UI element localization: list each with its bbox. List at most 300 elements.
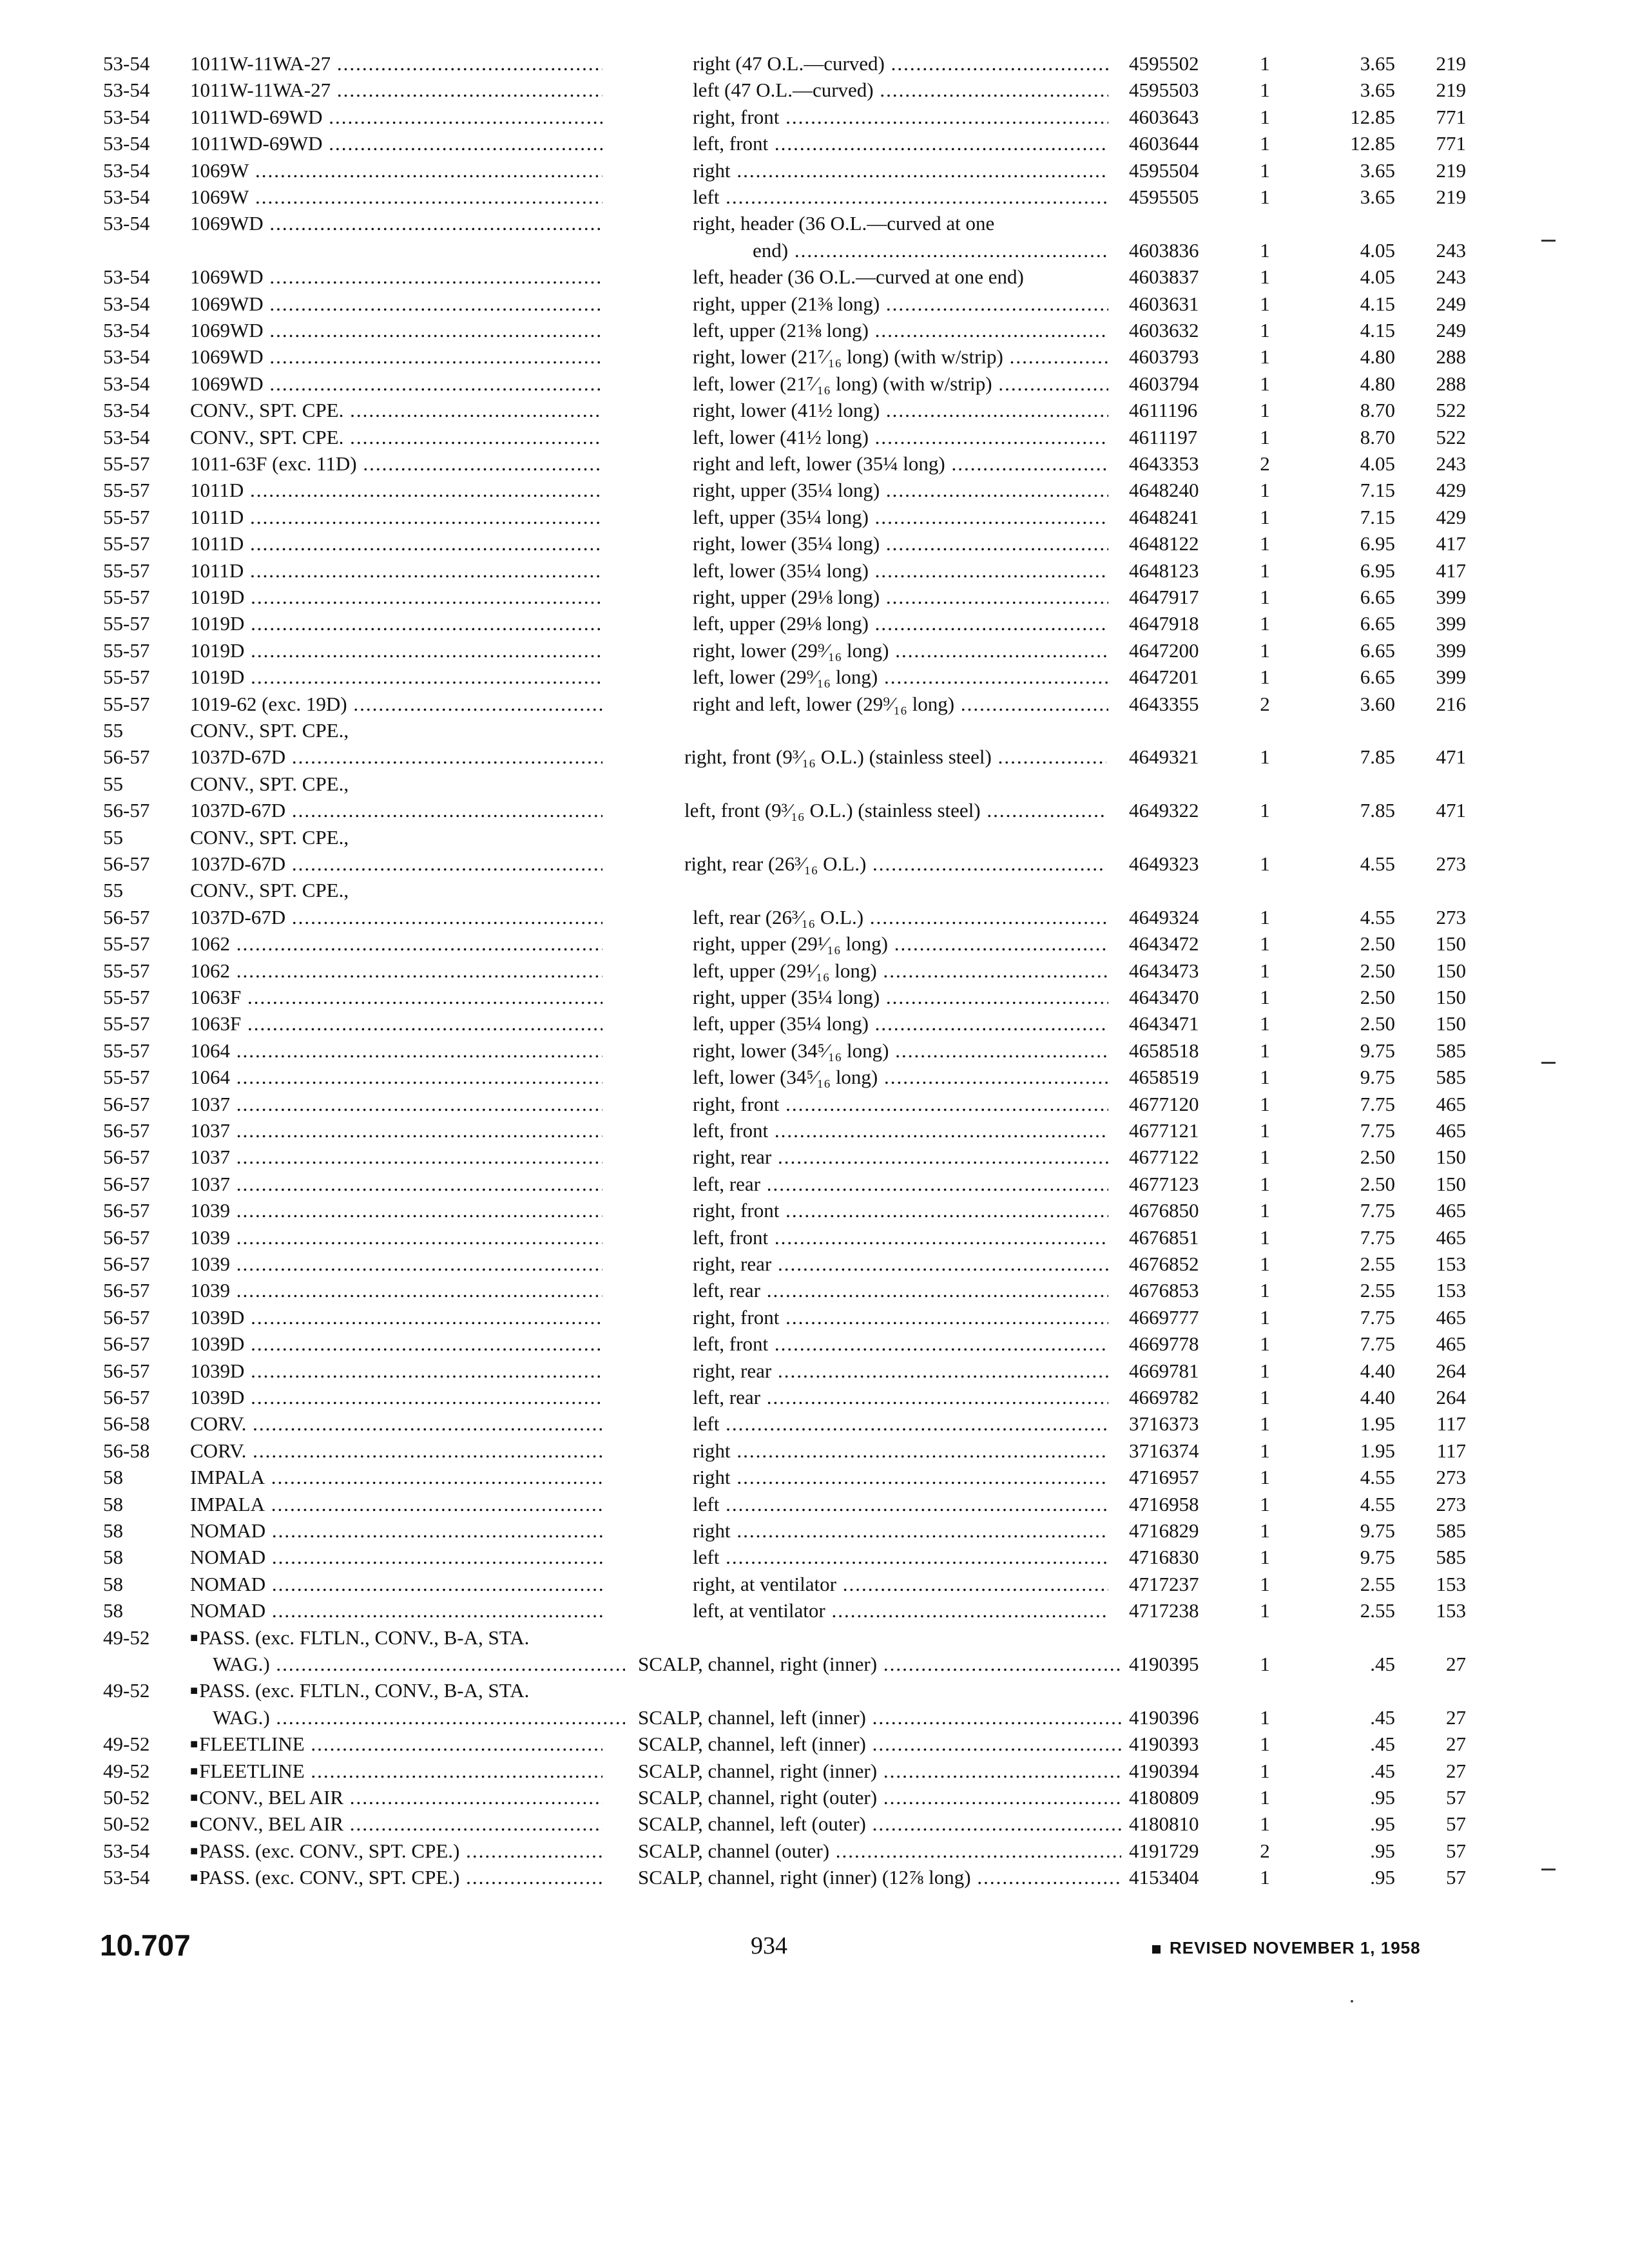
revision-bullet-icon: ■ (190, 1791, 198, 1805)
model-text: NOMAD ..... (190, 1519, 602, 1542)
part-number-cell: 4190396 (1129, 1706, 1199, 1729)
model-text: 1063F ..... (190, 986, 602, 1008)
price-cell: .95 (1370, 1839, 1395, 1862)
part-number-cell: 4676852 (1129, 1253, 1199, 1275)
price-cell: 2.55 (1360, 1572, 1395, 1595)
description-cell: SCALP, channel, right (outer) ..... (638, 1784, 1121, 1811)
year-cell: 56-57 (103, 1225, 150, 1249)
quantity-cell: 1 (1260, 186, 1270, 208)
year-cell: 55-57 (103, 479, 150, 502)
price-cell: 2.50 (1360, 1012, 1395, 1035)
price-code-cell: 249 (1436, 319, 1466, 341)
description-cell: right, upper (21⅜ long) ..... (693, 291, 1108, 318)
price-code-cell: 399 (1436, 639, 1466, 662)
year-cell: 55-57 (103, 666, 150, 689)
part-number-cell: 4603644 (1129, 132, 1199, 155)
part-number-cell: 4676851 (1129, 1225, 1199, 1249)
table-row (0, 504, 1629, 531)
description-cell: right (47 O.L.—curved) ..... (693, 50, 1108, 77)
table-row (0, 1304, 1629, 1331)
model-cell (190, 824, 602, 851)
price-code-cell: 243 (1436, 265, 1466, 289)
year-cell: 55-57 (103, 612, 150, 635)
table-row (0, 1571, 1629, 1598)
price-code-cell: 429 (1436, 479, 1466, 502)
part-number-cell: 4647201 (1129, 666, 1199, 689)
part-number-cell: 4643473 (1129, 959, 1199, 982)
price-code-cell: 465 (1436, 1332, 1466, 1356)
price-cell: 4.15 (1360, 292, 1395, 315)
price-cell: 8.70 (1360, 399, 1395, 422)
year-cell: 56-58 (103, 1439, 150, 1462)
table-row (0, 1677, 1629, 1704)
price-code-cell: 288 (1436, 372, 1466, 395)
price-cell: 1.95 (1360, 1439, 1395, 1462)
description-cell: left, rear ..... (693, 1171, 1108, 1198)
price-code-cell: 150 (1436, 1172, 1466, 1195)
description-cell: SCALP, channel (outer) ..... (638, 1838, 1121, 1865)
price-cell: .45 (1370, 1759, 1395, 1782)
quantity-cell: 2 (1260, 1839, 1270, 1862)
model-cell (190, 984, 602, 1011)
table-row (0, 1197, 1629, 1224)
price-cell: 6.95 (1360, 559, 1395, 582)
part-number-cell: 4649322 (1129, 799, 1199, 822)
description-cell: end) ..... (753, 237, 1107, 264)
part-number-cell: 4677122 (1129, 1146, 1199, 1169)
table-row (0, 1544, 1629, 1571)
model-text: NOMAD ..... (190, 1599, 602, 1622)
model-cell (190, 1037, 602, 1064)
model-cell (190, 797, 602, 824)
description-cell: left, rear (26³⁄₁₆ O.L.) ..... (693, 904, 1108, 931)
model-cell (190, 1410, 602, 1437)
price-code-cell: 150 (1436, 932, 1466, 956)
table-row (0, 850, 1629, 878)
price-code-cell: 57 (1446, 1786, 1466, 1809)
table-row (0, 797, 1629, 824)
quantity-cell: 1 (1260, 1066, 1270, 1089)
year-cell: 53-54 (103, 1839, 150, 1862)
model-text: CONV., SPT. CPE., (190, 719, 349, 742)
model-text: 1037D-67D ..... (190, 852, 602, 875)
table-row (0, 530, 1629, 557)
price-code-cell: 27 (1446, 1706, 1466, 1729)
price-code-cell: 522 (1436, 399, 1466, 422)
table-row (0, 237, 1629, 264)
quantity-cell: 2 (1260, 692, 1270, 715)
table-row (0, 771, 1629, 798)
model-cell (190, 744, 602, 771)
table-row (0, 1331, 1629, 1358)
description-cell: left, upper (29¹⁄₁₆ long) ..... (693, 957, 1108, 985)
price-cell: 3.65 (1360, 52, 1395, 75)
price-code-cell: 465 (1436, 1092, 1466, 1115)
part-number-cell: 4595503 (1129, 79, 1199, 102)
quantity-cell: 1 (1260, 1386, 1270, 1408)
table-row (0, 317, 1629, 344)
table-row (0, 1864, 1629, 1891)
year-cell: 53-54 (103, 265, 150, 289)
part-number-cell: 4716958 (1129, 1492, 1199, 1515)
model-cell (190, 477, 602, 504)
part-number-cell: 4603837 (1129, 265, 1199, 289)
model-text: 1019D ..... (190, 586, 602, 608)
year-cell: 56-57 (103, 1119, 150, 1142)
part-number-cell: 4643470 (1129, 986, 1199, 1008)
table-row (0, 343, 1629, 370)
model-text: 1011WD-69WD ..... (190, 132, 602, 155)
model-text: CONV., SPT. CPE., (190, 772, 349, 795)
quantity-cell: 1 (1260, 1759, 1270, 1782)
model-cell (190, 1758, 602, 1785)
part-number-cell: 4669777 (1129, 1305, 1199, 1329)
year-cell: 55-57 (103, 932, 150, 956)
description-cell: SCALP, channel, left (outer) ..... (638, 1811, 1121, 1838)
price-cell: 2.50 (1360, 932, 1395, 956)
price-cell: 3.65 (1360, 186, 1395, 208)
model-text: 1037 ..... (190, 1173, 602, 1195)
description-cell: left, front ..... (693, 1331, 1108, 1358)
description-cell: right ..... (693, 1464, 1108, 1491)
year-cell: 55-57 (103, 1012, 150, 1035)
price-cell: 4.55 (1360, 852, 1395, 875)
part-number-cell: 4648123 (1129, 559, 1199, 582)
year-cell: 58 (103, 1492, 123, 1515)
margin-mark (1541, 1062, 1556, 1064)
part-number-cell: 3716374 (1129, 1439, 1199, 1462)
year-cell: 49-52 (103, 1733, 150, 1756)
year-cell: 53-54 (103, 186, 150, 208)
description-cell: right, at ventilator ..... (693, 1571, 1108, 1598)
quantity-cell: 1 (1260, 505, 1270, 528)
table-row (0, 610, 1629, 637)
description-cell: right ..... (693, 1437, 1108, 1465)
price-cell: 4.40 (1360, 1386, 1395, 1408)
table-row (0, 877, 1629, 904)
model-text: 1069W ..... (190, 186, 602, 208)
table-row (0, 104, 1629, 131)
description-cell: right, rear (26³⁄₁₆ O.L.) ..... (684, 850, 1106, 878)
quantity-cell: 1 (1260, 1279, 1270, 1302)
price-code-cell: 273 (1436, 1466, 1466, 1489)
model-text: 1069WD ..... (190, 372, 602, 395)
model-text: CONV., SPT. CPE., (190, 825, 349, 849)
year-cell: 50-52 (103, 1786, 150, 1809)
model-cell (190, 1091, 602, 1118)
quantity-cell: 1 (1260, 1733, 1270, 1756)
price-code-cell: 771 (1436, 105, 1466, 128)
price-code-cell: 522 (1436, 425, 1466, 448)
model-cell (190, 637, 602, 664)
table-row (0, 157, 1629, 184)
table-row (0, 1144, 1629, 1171)
price-code-cell: 264 (1436, 1359, 1466, 1382)
price-cell: 2.55 (1360, 1279, 1395, 1302)
table-row (0, 957, 1629, 985)
year-cell: 55-57 (103, 639, 150, 662)
quantity-cell: 1 (1260, 265, 1270, 289)
price-cell: 2.50 (1360, 1146, 1395, 1169)
model-text: PASS. (exc. FLTLN., CONV., B-A, STA. (199, 1679, 530, 1702)
price-code-cell: 243 (1436, 452, 1466, 475)
year-cell: 56-57 (103, 1359, 150, 1382)
description-cell: left, front (9³⁄₁₆ O.L.) (stainless steel) ..... (684, 797, 1106, 824)
model-cell (190, 930, 602, 957)
price-cell: .45 (1370, 1733, 1395, 1756)
part-number-cell: 4603643 (1129, 105, 1199, 128)
price-code-cell: 585 (1436, 1546, 1466, 1569)
scan-speck (1351, 2000, 1353, 2003)
price-code-cell: 150 (1436, 1012, 1466, 1035)
part-number-cell: 4647918 (1129, 612, 1199, 635)
description-cell: right, lower (34⁵⁄₁₆ long) ..... (693, 1037, 1108, 1064)
year-cell: 49-52 (103, 1679, 150, 1702)
year-cell: 53-54 (103, 319, 150, 341)
revision-bullet-icon: ■ (190, 1737, 198, 1752)
model-text: 1037 ..... (190, 1119, 602, 1142)
price-code-cell: 153 (1436, 1279, 1466, 1302)
part-number-cell: 4190393 (1129, 1733, 1199, 1756)
year-cell: 55 (103, 719, 123, 742)
model-text: CONV., SPT. CPE. ..... (190, 426, 602, 448)
quantity-cell: 1 (1260, 345, 1270, 369)
model-cell (190, 184, 602, 211)
price-code-cell: 465 (1436, 1225, 1466, 1249)
quantity-cell: 1 (1260, 425, 1270, 448)
quantity-cell: 1 (1260, 799, 1270, 822)
model-cell (190, 1144, 602, 1171)
table-row (0, 691, 1629, 718)
model-text: 1037D-67D ..... (190, 799, 602, 822)
part-number-cell: 4190394 (1129, 1759, 1199, 1782)
model-text: 1019D ..... (190, 666, 602, 688)
model-cell (190, 1197, 602, 1224)
part-number-cell: 4643471 (1129, 1012, 1199, 1035)
price-cell: 7.75 (1360, 1305, 1395, 1329)
table-row (0, 824, 1629, 851)
model-cell (190, 1811, 602, 1838)
margin-mark (1541, 1869, 1556, 1870)
table-row (0, 637, 1629, 664)
table-row (0, 1784, 1629, 1811)
table-row (0, 1171, 1629, 1198)
price-cell: 4.05 (1360, 265, 1395, 289)
model-cell (190, 1491, 602, 1518)
price-cell: 4.40 (1360, 1359, 1395, 1382)
revision-bullet-icon: ■ (190, 1763, 198, 1778)
part-number-cell: 4716957 (1129, 1466, 1199, 1489)
model-text: 1069WD ..... (190, 319, 602, 341)
model-cell (190, 370, 602, 398)
quantity-cell: 1 (1260, 1146, 1270, 1169)
description-cell: right and left, lower (29⁹⁄₁₆ long) ..... (693, 691, 1108, 718)
model-text: 1039 ..... (190, 1279, 602, 1302)
model-cell (190, 904, 602, 931)
description-cell: left, at ventilator ..... (693, 1597, 1108, 1624)
table-row (0, 1358, 1629, 1385)
model-text: 1069WD ..... (190, 293, 602, 315)
price-cell: 7.75 (1360, 1199, 1395, 1222)
price-cell: 4.55 (1360, 905, 1395, 928)
description-cell: right, front ..... (693, 104, 1108, 131)
year-cell: 56-57 (103, 745, 150, 769)
part-number-cell: 4595502 (1129, 52, 1199, 75)
quantity-cell: 1 (1260, 1199, 1270, 1222)
price-cell: 6.65 (1360, 612, 1395, 635)
model-text: IMPALA ..... (190, 1493, 602, 1515)
part-number-cell: 4611196 (1129, 399, 1198, 422)
price-cell: 6.65 (1360, 666, 1395, 689)
model-cell (190, 1117, 602, 1144)
description-cell: left, front ..... (693, 130, 1108, 157)
model-cell (190, 1277, 602, 1304)
model-text: 1011W-11WA-27 ..... (190, 79, 602, 101)
description-cell: left ..... (693, 1544, 1108, 1571)
model-text: 1037 ..... (190, 1146, 602, 1168)
model-text: 1011WD-69WD ..... (190, 106, 602, 128)
price-code-cell: 465 (1436, 1199, 1466, 1222)
description-cell: right, lower (21⁷⁄₁₆ long) (with w/strip) ..... (693, 343, 1108, 370)
model-text: FLEETLINE ..... (199, 1733, 602, 1755)
table-row (0, 717, 1629, 744)
price-code-cell: 264 (1436, 1386, 1466, 1408)
price-code-cell: 153 (1436, 1253, 1466, 1275)
table-row (0, 1251, 1629, 1278)
part-number-cell: 4649324 (1129, 905, 1199, 928)
price-code-cell: 771 (1436, 132, 1466, 155)
table-row (0, 1277, 1629, 1304)
part-number-cell: 4669778 (1129, 1332, 1199, 1356)
model-text: CONV., SPT. CPE. ..... (190, 399, 602, 421)
quantity-cell: 1 (1260, 1706, 1270, 1729)
model-cell (190, 1304, 602, 1331)
year-cell: 53-54 (103, 1866, 150, 1889)
model-text: 1069WD ..... (190, 212, 602, 235)
year-cell: 53-54 (103, 345, 150, 369)
model-cell (190, 717, 602, 744)
year-cell: 55 (103, 772, 123, 795)
model-text: 1037D-67D ..... (190, 745, 602, 768)
quantity-cell: 1 (1260, 959, 1270, 982)
quantity-cell: 1 (1260, 1653, 1270, 1675)
price-cell: .45 (1370, 1653, 1395, 1675)
model-cell (190, 343, 602, 370)
price-cell: .95 (1370, 1812, 1395, 1836)
model-text: 1039D ..... (190, 1386, 602, 1408)
quantity-cell: 1 (1260, 52, 1270, 75)
model-cell (190, 1251, 602, 1278)
description-cell: left, front ..... (693, 1117, 1108, 1144)
year-cell: 53-54 (103, 132, 150, 155)
part-number-cell: 4716830 (1129, 1546, 1199, 1569)
table-row (0, 1624, 1629, 1651)
model-cell (190, 1731, 602, 1758)
description-cell: SCALP, channel, left (inner) ..... (638, 1704, 1121, 1731)
price-cell: 4.80 (1360, 345, 1395, 369)
quantity-cell: 1 (1260, 1546, 1270, 1569)
page-number: 934 (751, 1932, 787, 1959)
model-cell (190, 424, 602, 451)
description-cell: right, upper (35¼ long) ..... (693, 477, 1108, 504)
margin-mark (1541, 240, 1556, 242)
part-number-cell: 4717237 (1129, 1572, 1199, 1595)
model-text: FLEETLINE ..... (199, 1760, 602, 1782)
price-code-cell: 249 (1436, 292, 1466, 315)
model-text: 1019D ..... (190, 639, 602, 662)
model-cell (190, 1171, 602, 1198)
price-code-cell: 117 (1436, 1412, 1466, 1436)
model-cell (190, 1384, 602, 1411)
part-number-cell: 4643472 (1129, 932, 1199, 956)
description-cell: left, upper (35¼ long) ..... (693, 1010, 1108, 1037)
model-text: 1011D ..... (190, 506, 602, 528)
year-cell: 53-54 (103, 372, 150, 395)
table-row (0, 77, 1629, 104)
description-cell: left ..... (693, 1491, 1108, 1518)
price-code-cell: 399 (1436, 612, 1466, 635)
price-cell: 6.95 (1360, 532, 1395, 555)
quantity-cell: 1 (1260, 159, 1270, 182)
price-cell: 6.65 (1360, 586, 1395, 608)
description-cell: left, lower (29⁹⁄₁₆ long) ..... (693, 664, 1108, 691)
model-text: CONV., BEL AIR ..... (199, 1812, 602, 1835)
price-cell: .95 (1370, 1866, 1395, 1889)
description-cell: left, front ..... (693, 1224, 1108, 1251)
price-cell: 3.65 (1360, 79, 1395, 102)
year-cell: 55-57 (103, 559, 150, 582)
model-text: CORV. ..... (190, 1412, 602, 1435)
part-number-cell: 4669781 (1129, 1359, 1199, 1382)
quantity-cell: 1 (1260, 1225, 1270, 1249)
model-cell (190, 584, 602, 611)
model-cell (190, 530, 602, 557)
price-cell: 7.75 (1360, 1332, 1395, 1356)
revision-bullet-icon: ■ (190, 1843, 198, 1858)
price-code-cell: 243 (1436, 238, 1466, 262)
table-row (0, 130, 1629, 157)
price-code-cell: 585 (1436, 1039, 1466, 1062)
part-number-cell: 4647917 (1129, 586, 1199, 608)
model-cell (190, 771, 602, 798)
year-cell: 58 (103, 1572, 123, 1595)
part-number-cell: 4676853 (1129, 1279, 1199, 1302)
table-row (0, 50, 1629, 77)
year-cell: 56-57 (103, 1146, 150, 1169)
part-number-cell: 4595505 (1129, 186, 1199, 208)
model-cell (190, 1064, 602, 1091)
quantity-cell: 1 (1260, 1305, 1270, 1329)
table-row (0, 1437, 1629, 1465)
description-cell: right, upper (35¼ long) ..... (693, 984, 1108, 1011)
table-row (0, 450, 1629, 477)
model-cell (190, 450, 602, 477)
price-cell: 9.75 (1360, 1519, 1395, 1542)
year-cell: 55 (103, 825, 123, 849)
price-code-cell: 27 (1446, 1733, 1466, 1756)
part-number-cell: 4603631 (1129, 292, 1199, 315)
model-text: 1039 ..... (190, 1226, 602, 1249)
price-cell: 7.85 (1360, 745, 1395, 769)
quantity-cell: 1 (1260, 1039, 1270, 1062)
description-cell: left, upper (29⅛ long) ..... (693, 610, 1108, 637)
year-cell: 55-57 (103, 452, 150, 475)
model-text: 1062 ..... (190, 959, 602, 982)
model-cell (190, 77, 602, 104)
model-cell (190, 1358, 602, 1385)
quantity-cell: 1 (1260, 559, 1270, 582)
model-text: WAG.) ..... (213, 1653, 625, 1675)
